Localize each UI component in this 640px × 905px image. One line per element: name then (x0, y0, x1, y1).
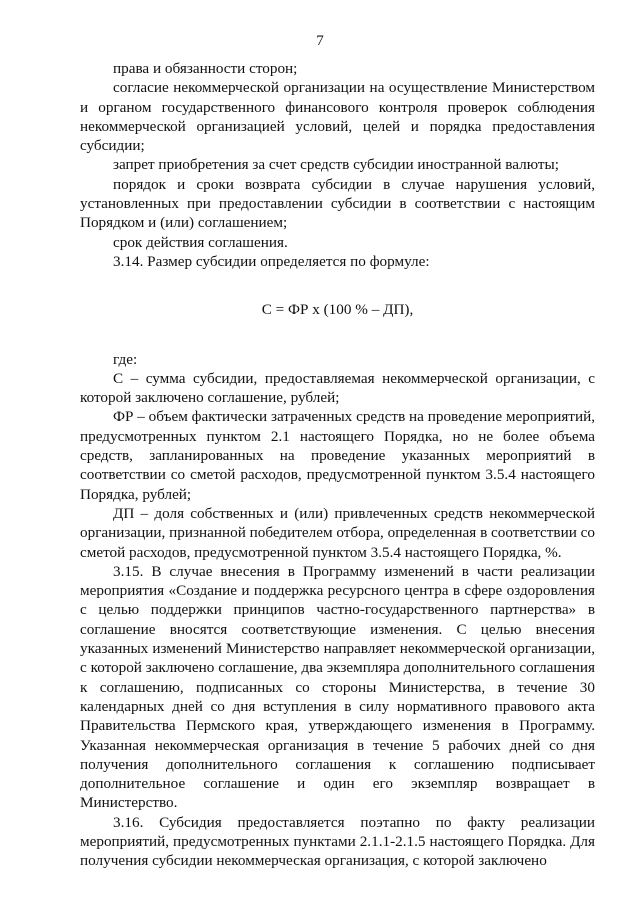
paragraph: 3.14. Размер субсидии определяется по формуле: (113, 252, 430, 270)
paragraph: порядок и сроки возврата субсидии в случае нарушения условий, установленных при предоставлении субсидии в соответствии с настоящим Порядком и (или) соглашением; (80, 175, 595, 232)
paragraph: где: (113, 350, 138, 368)
paragraph: запрет приобретения за счет средств субсидии иностранной валюты; (113, 156, 559, 174)
formula: С = ФР х (100 % – ДП), (261, 301, 414, 319)
paragraph: ДП – доля собственных и (или) привлеченных средств некоммерческой организации, признанной победителем отбора, определенная в соответствии со сметой расходов, предусмотренной пунктом 3.5.4 настоящего Порядка, %. (80, 504, 595, 561)
page-number: 7 (316, 33, 324, 49)
paragraph: 3.16. Субсидия предоставляется поэтапно по факту реализации мероприятий, предусмотренных пунктами 2.1.1-2.1.5 настоящего Порядка. Для получения субсидии некоммерческая организация, с которой заключено (80, 813, 595, 870)
document-body (80, 59, 595, 871)
paragraph: срок действия соглашения. (113, 233, 288, 251)
paragraph: ФР – объем фактически затраченных средств на проведение мероприятий, предусмотренных пунктом 2.1 настоящего Порядка, но не более объема средств, запланированных на проведение указанных мероприятий в соответствии со сметой расходов, предусмотренной пунктом 3.5.4 настоящего Порядка, рублей; (80, 408, 595, 503)
paragraph: 3.15. В случае внесения в Программу изменений в части реализации мероприятия «Создание и поддержка ресурсного центра в сфере оздоровления с целью поддержки принципов частно-государственного партнерства» в соглашение вносятся соответствующие изменения. С целью внесения указанных изменений Министерство направляет некоммерческой организации, с которой заключено соглашение, два экземпляра дополнительного соглашения к соглашению, подписанных со стороны Министерства, в течение 30 календарных дней со дня вступления в силу нормативного правового акта Правительства Пермского края, утверждающего изменения в Программу. Указанная некоммерческая организация в течение 5 рабочих дней со дня получения дополнительного соглашения к соглашению подписывает дополнительное соглашение и один его экземпляр возвращает в Министерство. (80, 562, 595, 812)
paragraph: права и обязанности сторон; (113, 60, 298, 77)
paragraph: согласие некоммерческой организации на осуществление Министерством и органом государственного финансового контроля проверок соблюдения некоммерческой организацией условий, целей и порядка предоставления субсидии; (80, 79, 595, 155)
paragraph: С – сумма субсидии, предоставляемая некоммерческой организации, с которой заключено соглашение, рублей; (80, 369, 595, 407)
